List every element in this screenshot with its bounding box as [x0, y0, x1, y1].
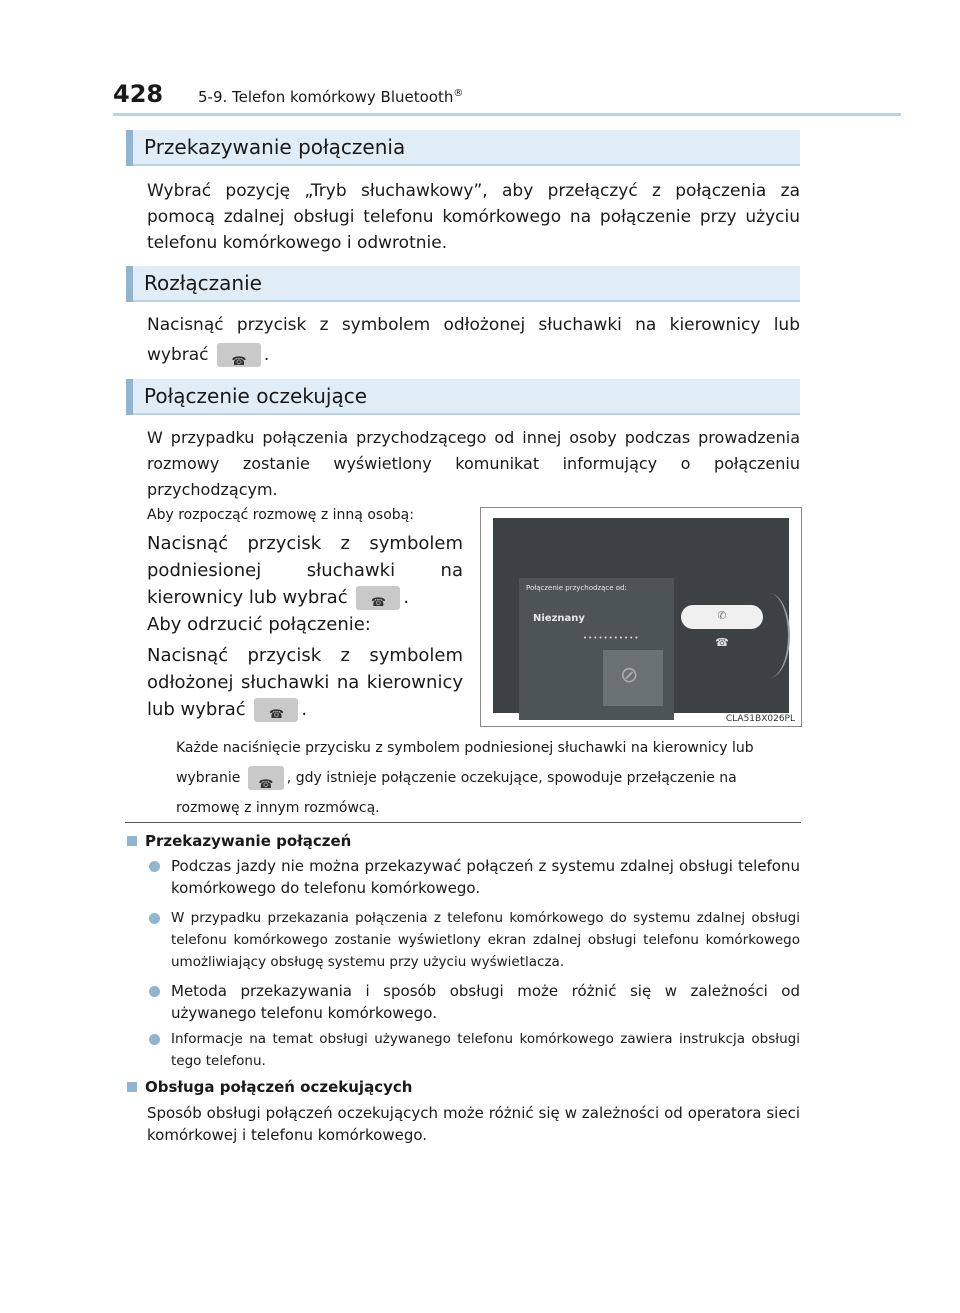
- start-label: Aby rozpocząć rozmowę z inną osobą:: [147, 507, 414, 523]
- image-caption: CLA51BX026PL: [725, 714, 795, 724]
- heading-accent-bar: [126, 130, 133, 166]
- section-title: Połączenie oczekujące: [144, 384, 368, 408]
- reject-tile: [603, 650, 663, 706]
- section-heading-transfer: [126, 130, 800, 166]
- circle-bullet-icon: [149, 861, 160, 872]
- section-heading-disconnect: [126, 266, 800, 302]
- transfer-paragraph: Wybrać pozycję „Tryb słuchawkowy”, aby przełączyć z połączenia za pomocą zdalnej obsługi telefonu komórkowego na połączenie przy użyciu telefonu komórkowego i odwrotnie.: [147, 181, 800, 253]
- display-background: [493, 518, 789, 713]
- page-number: 428: [113, 80, 164, 108]
- hang-up-button-icon: [254, 698, 298, 722]
- circle-bullet-icon: [149, 986, 160, 997]
- circle-bullet-icon: [149, 913, 160, 924]
- section-title: Rozłączanie: [144, 271, 262, 295]
- hang-up-button-icon: [217, 343, 261, 367]
- section-title: Przekazywanie połączenia: [144, 135, 406, 159]
- circle-bullet-icon: [149, 1034, 160, 1045]
- start-instruction: Nacisnąć przycisk z symbolem podniesionej słuchawki na kierownicy lub wybrać ☎ .: [147, 530, 463, 611]
- caller-number: •••••••••••: [583, 634, 640, 642]
- waiting-note: Każde naciśnięcie przycisku z symbolem podniesionej słuchawki na kierownicy lub wybranie ☎ , gdy istnieje połączenie oczekujące, spowoduje przełączenie na rozmowę z innym rozmówcą.: [176, 733, 800, 823]
- header-rule: [113, 113, 901, 116]
- waiting-paragraph: W przypadku połączenia przychodzącego od innej osoby podczas prowadzenia rozmowy zostanie wyświetlony komunikat informujący o połączeniu przychodzącym.: [147, 428, 800, 499]
- notes-divider: [125, 822, 801, 823]
- reject-instruction: Nacisnąć przycisk z symbolem odłożonej słuchawki na kierownicy lub wybrać ☎ .: [147, 642, 463, 723]
- square-bullet-icon: [127, 836, 137, 846]
- running-header: 5-9. Telefon komórkowy Bluetooth®: [198, 88, 464, 106]
- incoming-call-screen-image: [480, 507, 802, 727]
- note-item: W przypadku przekazania połączenia z telefonu komórkowego do systemu zdalnej obsługi telefonu komórkowego zostanie wyświetlony ekran zdalnej obsługi telefonu komórkowego umożliwiający obsługę systemu przy użyciu wyświetlacza.: [149, 907, 800, 973]
- note-item: Informacje na temat obsługi używanego telefonu komórkowego zawiera instrukcja obsługi tego telefonu.: [149, 1028, 800, 1072]
- caller-name: Nieznany: [533, 613, 585, 624]
- dial-arc: [748, 593, 790, 678]
- answer-button-icon: [248, 766, 284, 790]
- note-item: Podczas jazdy nie można przekazywać połączeń z systemu zdalnej obsługi telefonu komórkowego do telefonu komórkowego.: [149, 855, 800, 899]
- section-heading-waiting: [126, 379, 800, 415]
- note-item: Metoda przekazywania i sposób obsługi może różnić się w zależności od używanego telefonu komórkowego.: [149, 980, 800, 1024]
- answer-button-icon: [356, 586, 400, 610]
- notes-heading-waiting: Obsługa połączeń oczekujących: [127, 1078, 412, 1096]
- phone-icon: ✆: [717, 609, 727, 622]
- square-bullet-icon: [127, 1082, 137, 1092]
- phone-icon: ☎: [715, 636, 729, 649]
- heading-accent-bar: [126, 379, 133, 415]
- waiting-note-text: Sposób obsługi połączeń oczekujących może różnić się w zależności od operatora sieci komórkowej i telefonu komórkowego.: [147, 1104, 800, 1144]
- heading-accent-bar: [126, 266, 133, 302]
- screen-heading: Połączenie przychodzące od:: [526, 584, 627, 592]
- notes-heading-transfer: Przekazywanie połączeń: [127, 832, 351, 850]
- reject-label: Aby odrzucić połączenie:: [147, 614, 371, 635]
- disconnect-paragraph: Nacisnąć przycisk z symbolem odłożonej słuchawki na kierownicy lub wybrać ☎ .: [147, 310, 800, 370]
- prohibited-icon: ⊘: [620, 663, 639, 688]
